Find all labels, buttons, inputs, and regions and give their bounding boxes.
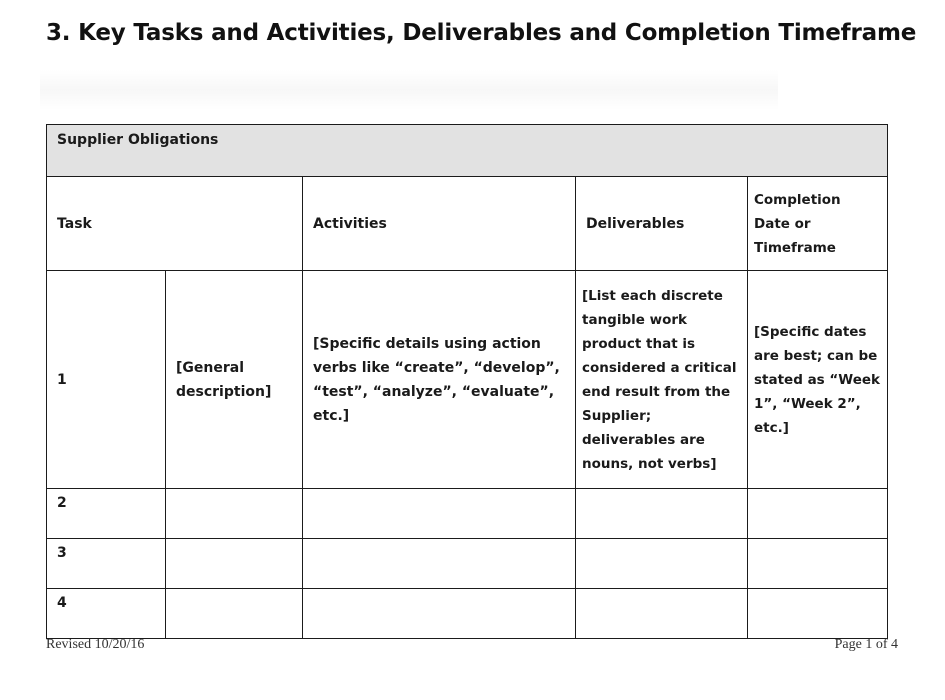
activities-cell: [Specific details using action verbs like “create”, “develop”, “test”, “analyze”, “evaluate”, etc.]	[303, 271, 576, 489]
task-number-cell: 3	[47, 539, 166, 589]
revision-date: Revised 10/20/16	[46, 637, 145, 652]
task-description-cell: [General description]	[166, 271, 303, 489]
header-activities: Activities	[303, 177, 576, 271]
empty-cell	[576, 539, 748, 589]
empty-cell	[303, 489, 576, 539]
empty-cell	[748, 539, 888, 589]
supplier-obligations-table	[46, 124, 888, 639]
task-number-cell: 2	[47, 489, 166, 539]
header-deliverables: Deliverables	[576, 177, 748, 271]
table-row	[47, 489, 888, 539]
empty-cell	[748, 489, 888, 539]
empty-cell	[166, 489, 303, 539]
table-section-row	[47, 125, 888, 177]
completion-cell: [Specific dates are best; can be stated as “Week 1”, “Week 2”, etc.]	[748, 271, 888, 489]
empty-cell	[166, 539, 303, 589]
empty-cell	[748, 589, 888, 639]
table-row	[47, 539, 888, 589]
empty-cell	[303, 539, 576, 589]
section-heading: 3. Key Tasks and Activities, Deliverables and Completion Timeframe	[46, 20, 917, 46]
header-task: Task	[47, 177, 303, 271]
table-header-row	[47, 177, 888, 271]
table-row	[47, 271, 888, 489]
empty-cell	[576, 489, 748, 539]
empty-cell	[166, 589, 303, 639]
task-number-cell: 1	[47, 271, 166, 489]
section-title-cell: Supplier Obligations	[47, 125, 888, 177]
task-number-cell: 4	[47, 589, 166, 639]
header-completion: Completion Date or Timeframe	[748, 177, 888, 271]
deliverables-cell: [List each discrete tangible work product that is considered a critical end result from the Supplier; deliverables are nouns, not verbs]	[576, 271, 748, 489]
shaded-band	[40, 70, 778, 110]
empty-cell	[576, 589, 748, 639]
empty-cell	[303, 589, 576, 639]
page-number: Page 1 of 4	[834, 637, 898, 652]
table-row	[47, 589, 888, 639]
